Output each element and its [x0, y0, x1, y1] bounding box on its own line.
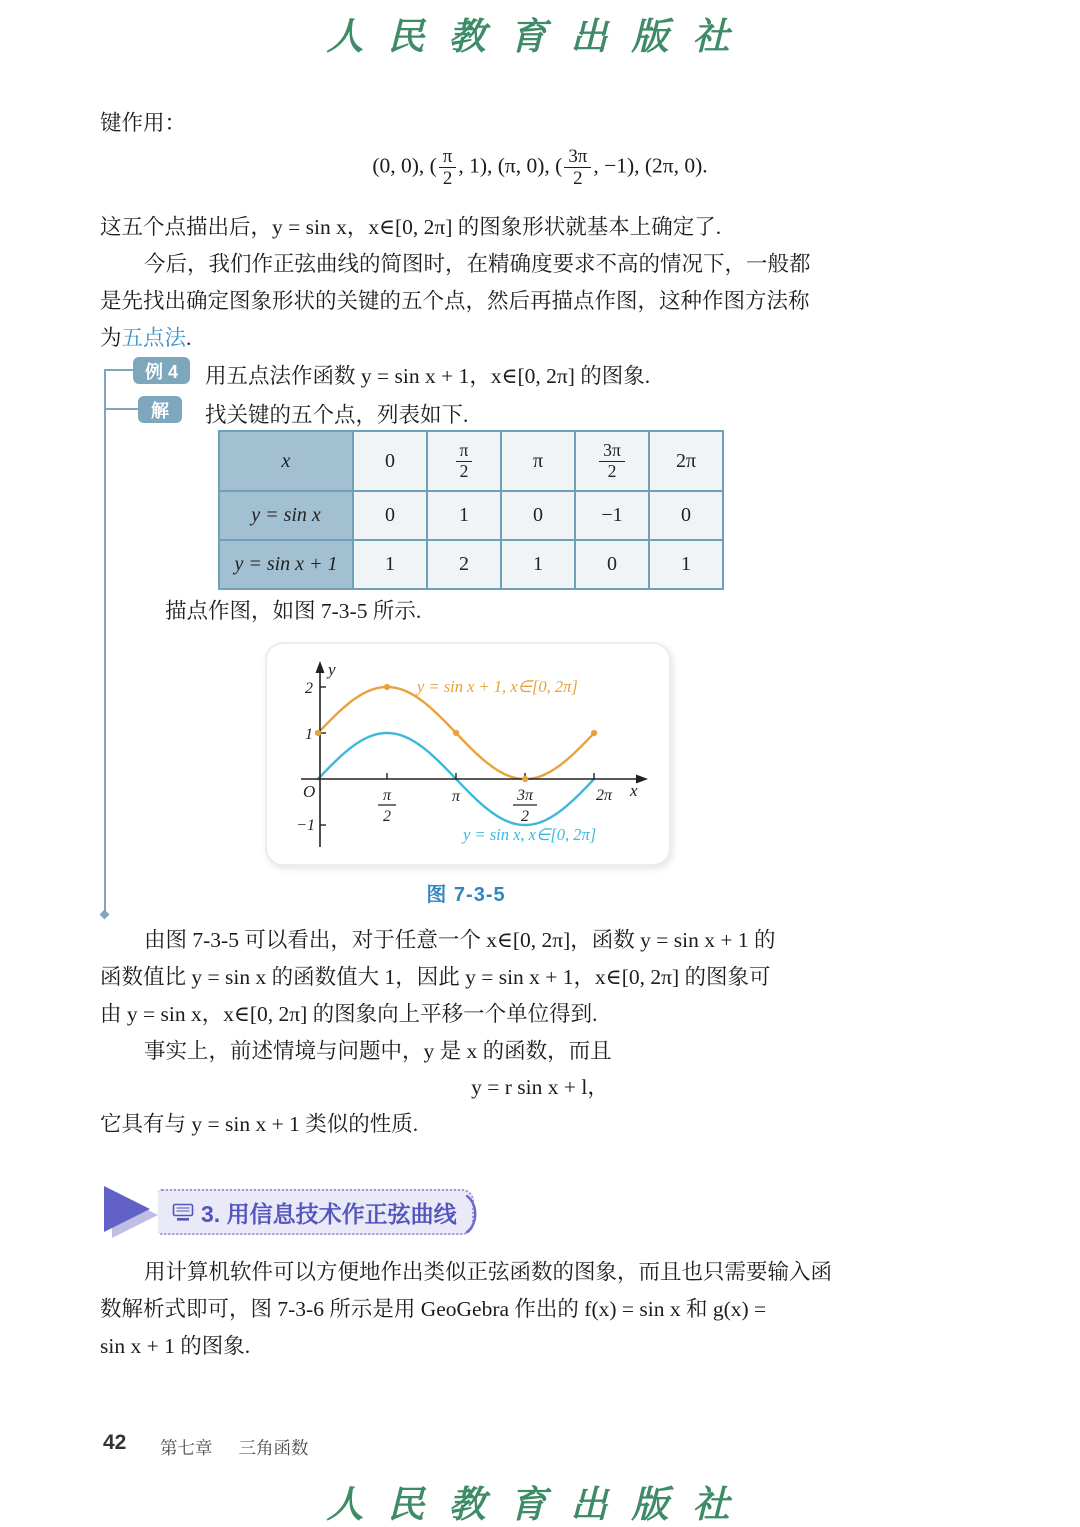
table-cell: [575, 431, 649, 491]
example-bracket-line: [104, 370, 106, 915]
solution-intro: 找关键的五个点，列表如下.: [205, 403, 469, 427]
points-text-2: , 1), (π, 0), (: [458, 153, 563, 178]
y-axis-arrow-icon: [316, 661, 325, 673]
example-statement: 用五点法作函数 y = sin x + 1，x∈[0, 2π] 的图象.: [205, 364, 651, 388]
table-cell: 2π: [649, 431, 723, 491]
paragraph-line: 函数值比 y = sin x 的函数值大 1，因此 y = sin x + 1，x∈[0, 2π] 的图象可: [100, 965, 771, 989]
publisher-watermark-top: 人民教育出版社: [326, 14, 754, 58]
paragraph-line: 由图 7-3-5 可以看出，对于任意一个 x∈[0, 2π]，函数 y = sin x + 1 的: [144, 928, 776, 952]
computer-icon: [172, 1203, 194, 1222]
key-point-dot: [453, 730, 459, 736]
table-cell: 2: [427, 540, 501, 589]
x-axis-arrow-icon: [636, 775, 648, 784]
x-tick-2pi: 2π: [595, 787, 613, 804]
y-tick-1: 1: [305, 726, 313, 743]
key-point-dot: [522, 776, 528, 782]
key-point-dot: [591, 730, 597, 736]
paragraph-line: 这五个点描出后，y = sin x，x∈[0, 2π] 的图象形状就基本上确定了.: [100, 215, 722, 239]
table-cell: 0: [649, 491, 723, 540]
table-header-sinx: y = sin x: [219, 491, 353, 540]
table-cell: 0: [575, 540, 649, 589]
x-tick-3pi-over-2-num: 3π: [516, 787, 534, 804]
y-axis-label: y: [328, 660, 336, 679]
key-point-dot: [315, 730, 321, 736]
table-cell: 1: [427, 491, 501, 540]
key-point-dot: [384, 684, 390, 690]
paragraph-line: 数解析式即可，图 7-3-6 所示是用 GeoGebra 作出的 f(x) = sin x 和 g(x) =: [100, 1297, 767, 1321]
solution-badge: 解: [138, 396, 182, 423]
note-line: 描点作图，如图 7-3-5 所示.: [165, 599, 422, 623]
figure-caption: 图 7-3-5: [426, 884, 506, 906]
table-cell: 1: [353, 540, 427, 589]
paragraph-line: 用计算机软件可以方便地作出类似正弦函数的图象，而且也只需要输入函: [144, 1260, 833, 1284]
legend-sinx: y = sin x, x∈[0, 2π]: [463, 825, 597, 844]
bracket-connector: [104, 369, 134, 371]
key-points-line: [100, 146, 980, 189]
paragraph-line: 今后，我们作正弦曲线的简图时，在精确度要求不高的情况下，一般都: [144, 252, 811, 276]
x-axis-label: x: [630, 781, 638, 800]
section3-title: 3. 用信息技术作正弦曲线: [201, 1200, 457, 1227]
table-cell: 0: [353, 431, 427, 491]
bracket-end-mark: [100, 910, 110, 920]
paragraph-line: 是先找出确定图象形状的关键的五个点，然后再描点作图，这种作图方法称: [100, 289, 810, 313]
y-tick-2: 2: [305, 680, 313, 697]
section-chevron-icon: [102, 1186, 164, 1238]
paragraph-line: 由 y = sin x，x∈[0, 2π] 的图象向上平移一个单位得到.: [100, 1002, 598, 1026]
x-tick-pi-over-2-den: 2: [383, 808, 391, 825]
x-tick-pi-over-2-num: π: [382, 787, 392, 804]
table-row: [219, 540, 723, 589]
footer-chapter: 第七章 三角函数: [160, 1438, 309, 1458]
x-tick-3pi-over-2-den: 2: [521, 808, 529, 825]
bracket-connector: [104, 408, 138, 410]
paragraph-line: 为五点法.: [100, 326, 192, 350]
lead-text: 键作用：: [100, 111, 187, 135]
figure-7-3-5-card: [265, 642, 671, 866]
table-cell: π: [501, 431, 575, 491]
table-cell: 0: [353, 491, 427, 540]
table-row: [219, 431, 723, 491]
paragraph-line: 事实上，前述情境与问题中，y 是 x 的函数，而且: [144, 1039, 612, 1063]
paragraph-line: 它具有与 y = sin x + 1 类似的性质.: [100, 1112, 419, 1136]
table-cell: −1: [575, 491, 649, 540]
points-text-3: , −1), (2π, 0).: [593, 153, 708, 178]
table-cell: 1: [501, 540, 575, 589]
term-five-point-method: 五点法: [121, 326, 187, 350]
fraction-3pi-over-2: $\frac{3\pi}{2}$: [599, 441, 625, 481]
display-formula: y = r sin x + l，: [471, 1075, 609, 1099]
paragraph-line: sin x + 1 的图象.: [100, 1334, 251, 1358]
table-header-x: x: [219, 431, 353, 491]
section3-banner: [158, 1189, 474, 1235]
fraction-pi-over-2: $\frac{\pi}{2}$: [456, 441, 473, 481]
origin-label: O: [303, 782, 316, 801]
table-header-sinx-plus-1: y = sin x + 1: [219, 540, 353, 589]
table-cell: 1: [649, 540, 723, 589]
table-cell: 0: [501, 491, 575, 540]
banner-curl-icon: [464, 1194, 480, 1234]
example-badge: 例 4: [133, 357, 190, 384]
y-tick-neg1: −1: [296, 817, 315, 834]
five-points-table: [218, 430, 724, 590]
points-text-1: (0, 0), (: [372, 153, 437, 178]
page-number: 42: [103, 1431, 127, 1454]
figure-7-3-5-plot: [267, 644, 669, 864]
fraction-3pi-over-2: $\frac{3\pi}{2}$: [564, 146, 591, 189]
table-row: [219, 491, 723, 540]
x-tick-pi: π: [451, 788, 461, 805]
table-cell: [427, 431, 501, 491]
publisher-watermark-bottom: 人民教育出版社: [326, 1482, 754, 1526]
legend-sinx-plus-1: y = sin x + 1, x∈[0, 2π]: [417, 677, 578, 696]
fraction-pi-over-2: $\frac{\pi}{2}$: [439, 146, 457, 189]
